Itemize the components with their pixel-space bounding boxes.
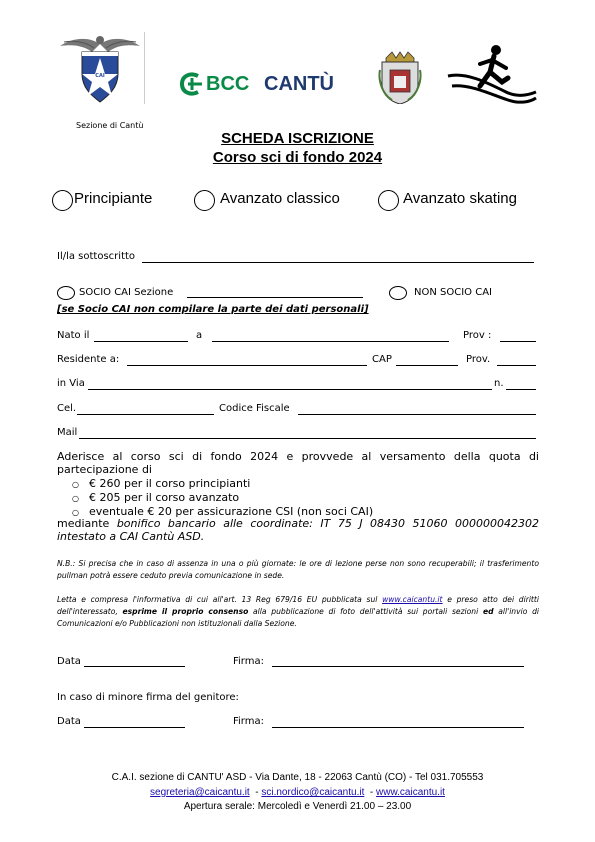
footer-address: C.A.I. sezione di CANTU' ASD - Via Dante, 18 - 22063 Cantù (CO) - Tel 031.705553 (111, 772, 484, 783)
fee-item: ○ € 260 per il corso principianti (72, 477, 251, 490)
logo-divider (144, 32, 145, 104)
sign-label-1: Firma: (233, 656, 264, 667)
terms-intro: Aderisce al corso sci di fondo 2024 e provvede al versamento della quota di partecipazione di (57, 450, 539, 476)
non-socio-radio[interactable] (389, 286, 407, 300)
bcc-logo-text: BCC (206, 73, 250, 95)
sign-field-2[interactable] (272, 727, 524, 728)
option-radio-principiante[interactable] (52, 190, 73, 211)
prov2-field[interactable] (497, 365, 536, 366)
payment-detail: bonifico bancario alle coordinate: IT 75 J 08430 51060 000000042302 intestato a CAI Cantù ASD. (57, 517, 540, 543)
option-radio-avanzato-classico[interactable] (194, 190, 215, 211)
tax-code-field[interactable] (298, 414, 536, 415)
date-label-2: Data (57, 716, 81, 727)
street-field[interactable] (88, 389, 492, 390)
website-link[interactable]: www.caicantu.it (376, 787, 445, 798)
cap-field[interactable] (396, 365, 458, 366)
street-label: in Via (57, 378, 85, 389)
option-radio-avanzato-skating[interactable] (378, 190, 399, 211)
mail-label: Mail (57, 427, 78, 438)
option-label-avanzato-skating: Avanzato skating (403, 190, 517, 207)
privacy-note: Letta e compresa l'informativa di cui all'art. 13 Reg 679/16 EU pubblicata sul www.caicantu.it e preso atto dei diritti dell'interessato, esprime il proprio consenso alla pubblicazione di foto dell'attività sui portali sezioni ed all'invio di Comunicazioni e/o Pubblicazioni non istituzionali dalla Sezione. (57, 595, 539, 628)
born-date-field[interactable] (94, 341, 188, 342)
form-subtitle: Corso sci di fondo 2024 (212, 149, 383, 166)
date-field-1[interactable] (84, 666, 185, 667)
tax-code-label: Codice Fiscale (219, 403, 290, 414)
undersigned-field[interactable] (142, 262, 534, 263)
email-sci-nordico-link[interactable]: sci.nordico@caicantu.it (261, 787, 365, 798)
sign-field-1[interactable] (272, 666, 524, 667)
prov-field[interactable] (500, 341, 536, 342)
skier-logo-icon (446, 42, 538, 106)
born-label: Nato il (57, 330, 90, 341)
born-at-label: a (196, 330, 203, 341)
option-label-avanzato-classico: Avanzato classico (220, 190, 340, 207)
footer-hours: Apertura serale: Mercoledì e Venerdì 21.00 – 23.00 (183, 801, 412, 812)
minor-note: In caso di minore firma del genitore: (57, 692, 239, 703)
prov2-label: Prov. (466, 354, 491, 365)
prov-label: Prov : (463, 330, 492, 341)
socio-cai-label: SOCIO CAI Sezione (79, 287, 174, 298)
cap-label: CAP (372, 354, 392, 365)
footer-contacts: segreteria@caicantu.it - sci.nordico@caicantu.it - www.caicantu.it (150, 787, 445, 798)
mail-field[interactable] (79, 438, 536, 439)
fees-list (72, 477, 373, 519)
bcc-logo-city: CANTÙ (264, 73, 334, 95)
payment-text: mediante bonifico bancario alle coordinate: IT 75 J 08430 51060 000000042302 intestato a CAI Cantù ASD. (57, 517, 540, 543)
number-label: n. (494, 378, 504, 389)
cai-section-label: Sezione di Cantù (76, 121, 144, 130)
fee-item: ○ eventuale € 20 per assicurazione CSI (non soci CAI) (72, 505, 374, 518)
nb-note: N.B.: Si precisa che in caso di assenza in una o più giornate: le ore di lezione perse non sono recuperabili; il trasferimento pullman potrà essere ceduto previa comunicazione in sede. (57, 559, 539, 580)
socio-note: [se Socio CAI non compilare la parte dei dati personali] (57, 304, 369, 315)
cell-field[interactable] (77, 414, 214, 415)
non-socio-label: NON SOCIO CAI (414, 287, 492, 298)
bullet-icon: ○ (72, 508, 79, 517)
email-segreteria-link[interactable]: segreteria@caicantu.it (150, 787, 250, 798)
option-label-principiante: Principiante (74, 190, 153, 207)
privacy-link[interactable]: www.caicantu.it (382, 595, 443, 604)
form-title: SCHEDA ISCRIZIONE (221, 130, 374, 147)
municipality-crest-icon (378, 50, 422, 104)
cell-label: Cel. (57, 403, 77, 414)
socio-cai-radio[interactable] (57, 286, 75, 300)
date-label-1: Data (57, 656, 81, 667)
bullet-icon: ○ (72, 480, 79, 489)
sign-label-2: Firma: (233, 716, 264, 727)
bullet-icon: ○ (72, 494, 79, 503)
resident-label: Residente a: (57, 354, 120, 365)
socio-section-field[interactable] (187, 297, 363, 298)
resident-field[interactable] (127, 365, 367, 366)
date-field-2[interactable] (84, 727, 185, 728)
number-field[interactable] (506, 389, 536, 390)
cai-logo (58, 30, 142, 106)
undersigned-label: Il/la sottoscritto (57, 251, 136, 262)
bcc-emblem-icon (178, 70, 206, 102)
svg-text:CAI: CAI (95, 73, 105, 79)
born-place-field[interactable] (212, 341, 449, 342)
fee-item: ○ € 205 per il corso avanzato (72, 491, 240, 504)
